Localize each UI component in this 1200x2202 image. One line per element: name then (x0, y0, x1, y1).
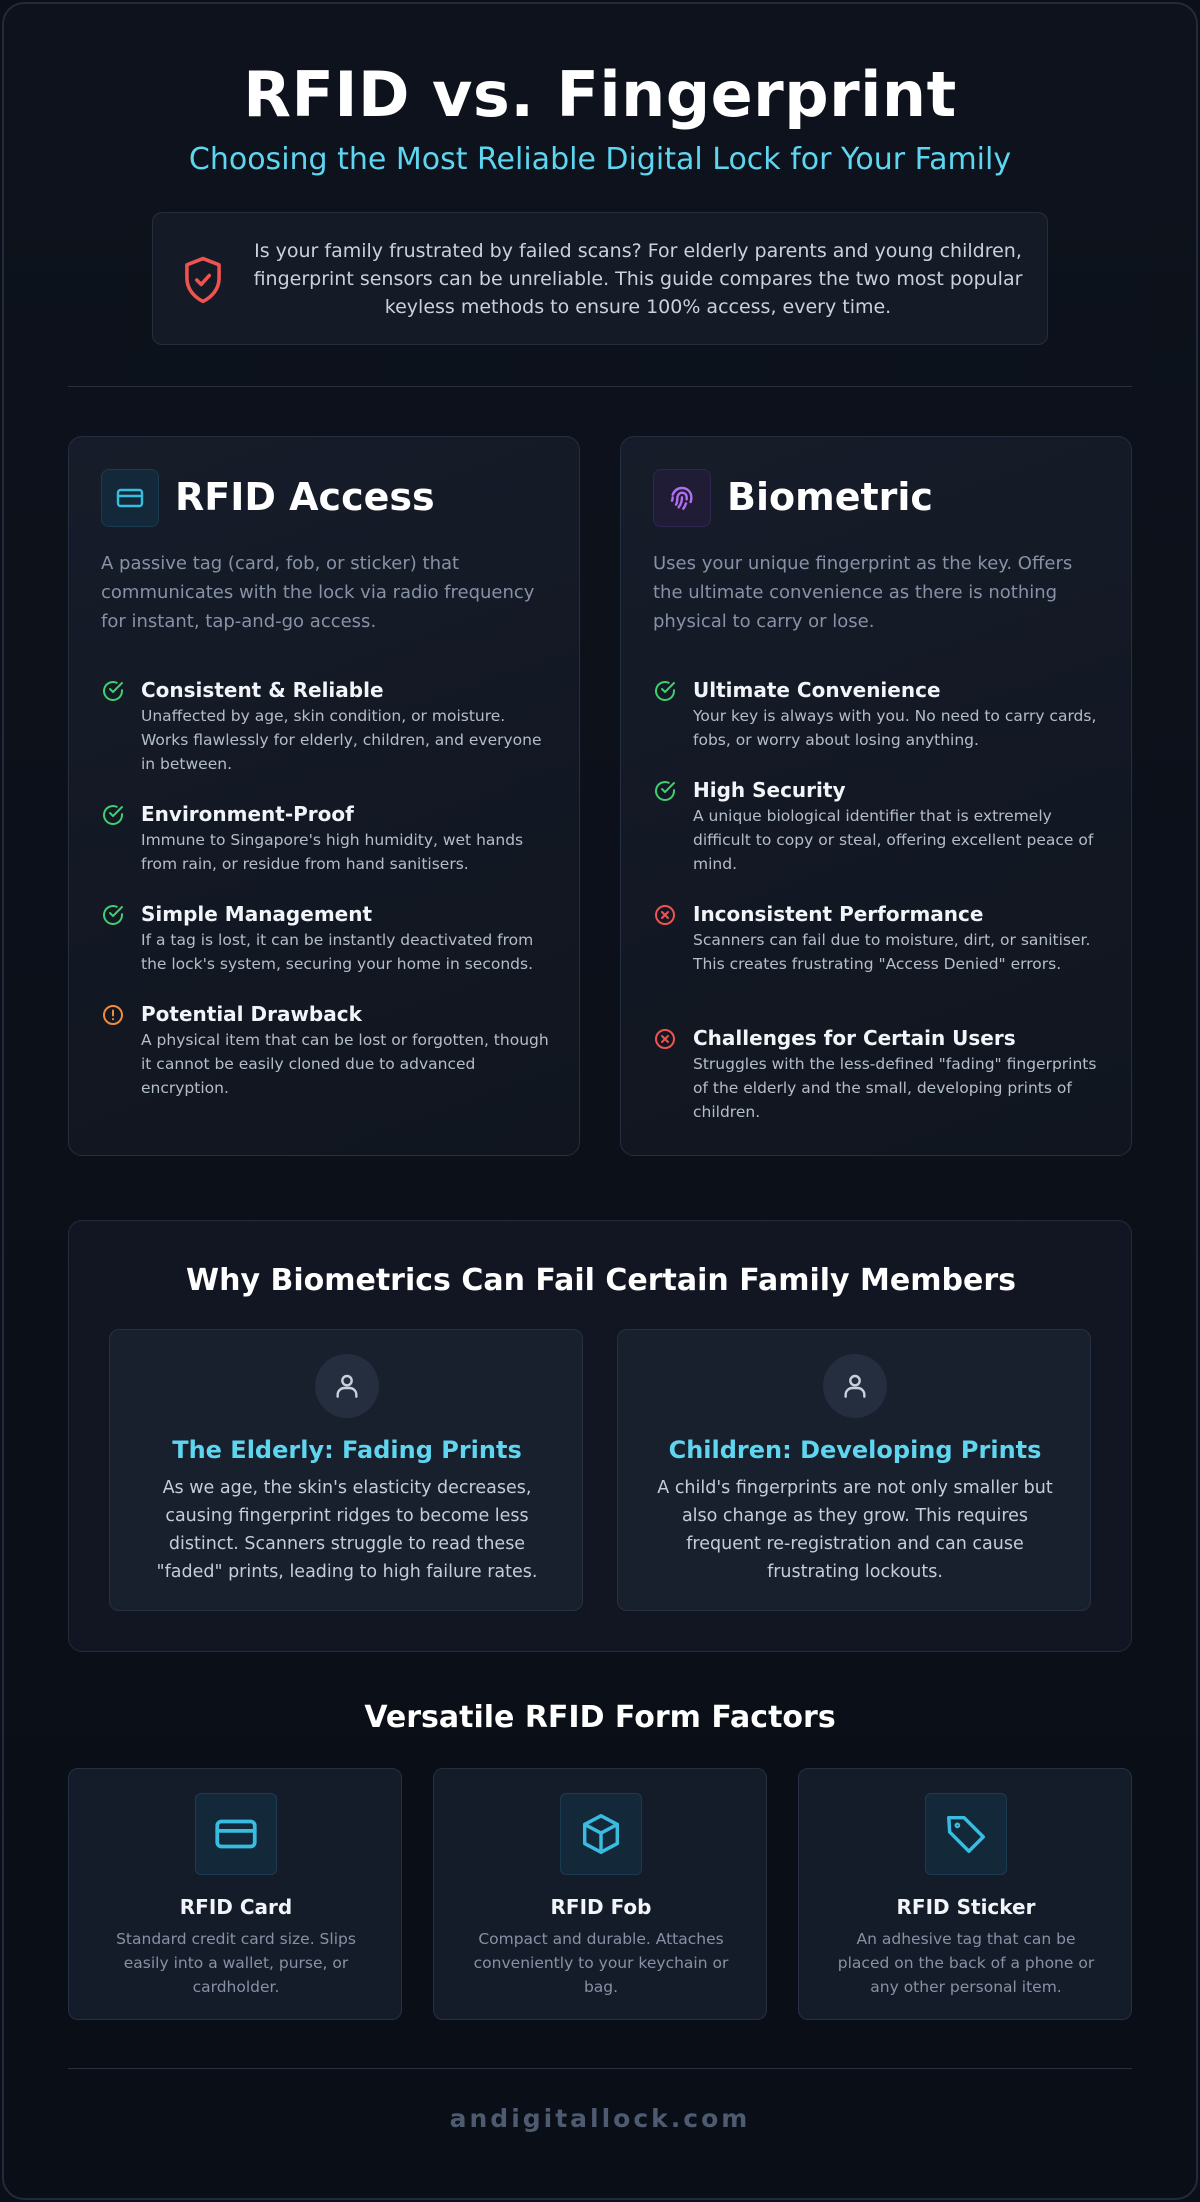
feature-item (101, 801, 557, 876)
feature-title: High Security (693, 778, 846, 802)
biometric-title: Biometric (727, 475, 933, 519)
avatar (315, 1354, 379, 1418)
feature-item (653, 901, 1109, 976)
feature-item (101, 1001, 557, 1100)
footer-site: andigitallock.com (449, 2104, 751, 2133)
feature-title: Potential Drawback (141, 1002, 362, 1026)
feature-title: Consistent & Reliable (141, 678, 384, 702)
divider (68, 386, 1132, 387)
form-factor-card (798, 1768, 1132, 2020)
form-factor-icon-box (925, 1793, 1007, 1875)
alert-circle-icon (101, 1003, 125, 1027)
form-factor-card (68, 1768, 402, 2020)
form-factor-card (433, 1768, 767, 2020)
elderly-card (109, 1329, 583, 1611)
feature-item (653, 677, 1109, 752)
user-icon (331, 1370, 363, 1402)
feature-item (653, 1025, 1109, 1124)
feature-text: Immune to Singapore's high humidity, wet hands from rain, or residue from hand sanitisers. (141, 831, 524, 873)
user-icon (839, 1370, 871, 1402)
credit-card-icon (114, 482, 146, 514)
form-factor-icon-box (195, 1793, 277, 1875)
why-title: Why Biometrics Can Fail Certain Family Members (186, 1263, 1016, 1298)
tag-icon (943, 1811, 989, 1857)
why-section (68, 1220, 1132, 1652)
rfid-badge (101, 469, 159, 527)
rfid-title: RFID Access (175, 475, 435, 519)
cube-icon (578, 1811, 624, 1857)
form-factor-title: RFID Fob (550, 1895, 652, 1919)
rfid-card (68, 436, 580, 1156)
why-card-text: As we age, the skin's elasticity decreases, causing fingerprint ridges to become less distinct. Scanners struggle to read these "faded" prints, leading to high failure rates. (156, 1478, 538, 1582)
page-title: RFID vs. Fingerprint (243, 58, 957, 131)
biometric-card (620, 436, 1132, 1156)
check-circle-icon (653, 679, 677, 703)
form-factors-title: Versatile RFID Form Factors (364, 1700, 836, 1735)
children-card (617, 1329, 1091, 1611)
feature-title: Environment-Proof (141, 802, 354, 826)
feature-text: If a tag is lost, it can be instantly deactivated from the lock's system, securing your home in seconds. (141, 931, 534, 973)
feature-text: A physical item that can be lost or forgotten, though it cannot be easily cloned due to advanced encryption. (141, 1031, 549, 1097)
feature-text: Scanners can fail due to moisture, dirt, or sanitiser. This creates frustrating "Access Denied" errors. (693, 931, 1091, 973)
why-card-title: The Elderly: Fading Prints (172, 1436, 522, 1464)
check-circle-icon (653, 779, 677, 803)
x-circle-icon (653, 903, 677, 927)
check-circle-icon (101, 903, 125, 927)
feature-text: Struggles with the less-defined "fading" fingerprints of the elderly and the small, developing prints of children. (693, 1055, 1097, 1121)
feature-title: Ultimate Convenience (693, 678, 941, 702)
form-factor-icon-box (560, 1793, 642, 1875)
form-factor-title: RFID Card (179, 1895, 293, 1919)
card-icon (211, 1809, 261, 1859)
why-card-title: Children: Developing Prints (668, 1436, 1042, 1464)
feature-title: Challenges for Certain Users (693, 1026, 1016, 1050)
intro-text: Is your family frustrated by failed scans? For elderly parents and young children, fingerprint sensors can be unreliable. This guide compares the two most popular keyless methods to ensure 100% access, every time. (253, 240, 1023, 318)
biometric-description: Uses your unique fingerprint as the key. Offers the ultimate convenience as there is nothing physical to carry or lose. (653, 553, 1073, 632)
feature-title: Inconsistent Performance (693, 902, 984, 926)
form-factor-text: Compact and durable. Attaches conveniently to your keychain or bag. (473, 1930, 729, 1996)
check-circle-icon (101, 803, 125, 827)
form-factor-text: An adhesive tag that can be placed on the back of a phone or any other personal item. (837, 1930, 1095, 1996)
feature-text: Unaffected by age, skin condition, or moisture. Works flawlessly for elderly, children, and everyone in between. (141, 707, 542, 773)
shield-check-icon (181, 255, 225, 305)
rfid-description: A passive tag (card, fob, or sticker) that communicates with the lock via radio frequency for instant, tap-and-go access. (101, 553, 535, 632)
feature-title: Simple Management (141, 902, 373, 926)
form-factor-title: RFID Sticker (896, 1895, 1036, 1919)
feature-text: Your key is always with you. No need to carry cards, fobs, or worry about losing anything. (693, 707, 1097, 749)
x-circle-icon (653, 1027, 677, 1051)
feature-item (101, 901, 557, 976)
why-card-text: A child's fingerprints are not only smaller but also change as they grow. This requires frequent re-registration and can cause frustrating lockouts. (657, 1478, 1053, 1582)
feature-item (101, 677, 557, 776)
feature-item (653, 777, 1109, 876)
avatar (823, 1354, 887, 1418)
fingerprint-icon (666, 482, 698, 514)
page-subtitle: Choosing the Most Reliable Digital Lock for Your Family (188, 142, 1012, 177)
biometric-badge (653, 469, 711, 527)
divider (68, 2068, 1132, 2069)
check-circle-icon (101, 679, 125, 703)
intro-box (152, 212, 1048, 345)
feature-text: A unique biological identifier that is extremely difficult to copy or steal, offering excellent peace of mind. (693, 807, 1094, 873)
form-factor-text: Standard credit card size. Slips easily into a wallet, purse, or cardholder. (116, 1930, 356, 1996)
